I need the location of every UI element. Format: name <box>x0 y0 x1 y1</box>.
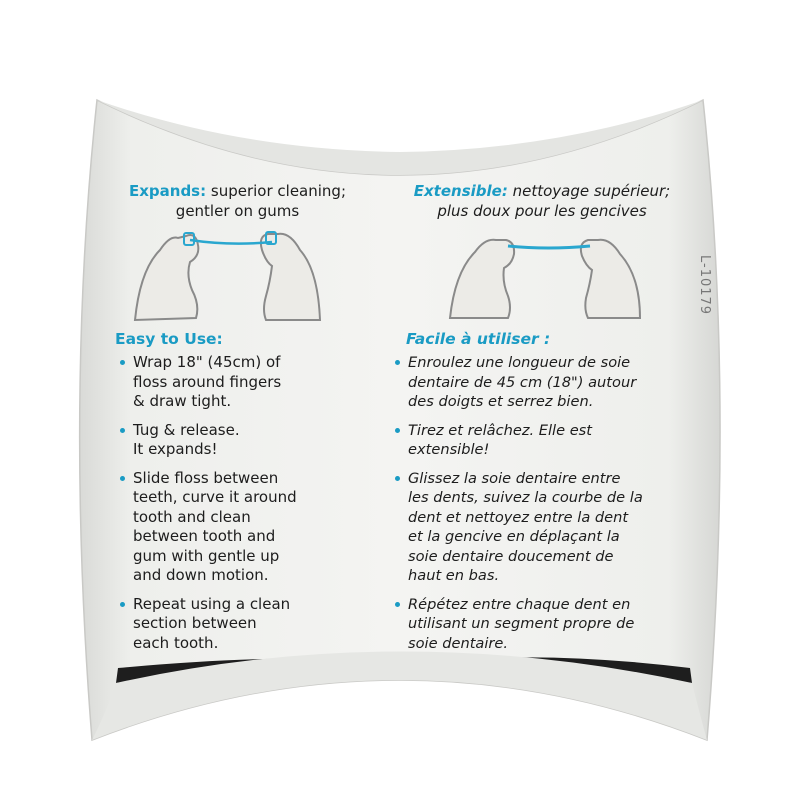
step-text-line: extensible! <box>408 441 490 458</box>
step-text-line: soie dentaire doucement de <box>408 547 614 565</box>
step-text-line: tooth and clean <box>133 507 251 526</box>
bullet-icon <box>120 360 125 365</box>
step-text-line: dentaire de 45 cm (18") autour <box>408 373 637 391</box>
extensible-label: Extensible: <box>413 182 508 200</box>
step-text-line: Glissez la soie dentaire entre <box>408 469 621 487</box>
expands-text-2: gentler on gums <box>175 202 300 220</box>
step-text-line: Enroulez une longueur de soie <box>408 354 631 371</box>
step-text-line: utilisant un segment propre de <box>408 615 635 632</box>
step-text-line: Répétez entre chaque dent en <box>408 595 631 613</box>
step-text-line: Tirez et relâchez. Elle est <box>408 421 593 439</box>
easy-to-use-title: Easy to Use: <box>115 330 223 348</box>
step-text-line: section between <box>133 614 257 632</box>
extensible-text-2: plus doux pour les gencives <box>437 202 647 220</box>
expands-label: Expands: <box>128 182 207 200</box>
bullet-icon <box>395 428 400 433</box>
step-text-line: teeth, curve it around <box>133 488 297 506</box>
step-text-line: floss around fingers <box>133 372 282 391</box>
step-item <box>119 353 359 412</box>
bullet-icon <box>395 476 400 481</box>
step-text-line: Wrap 18" (45cm) of <box>133 353 281 371</box>
step-item <box>119 421 359 460</box>
extensible-line <box>392 182 692 201</box>
step-text-line: dent et nettoyez entre la dent <box>408 508 629 526</box>
step-text-line: soie dentaire. <box>408 634 509 652</box>
step-item <box>394 469 692 586</box>
bullet-icon <box>395 360 400 365</box>
step-item <box>119 595 359 654</box>
step-text-line: & draw tight. <box>133 392 232 410</box>
step-text-line: les dents, suivez la courbe de la <box>408 489 643 506</box>
expands-line <box>115 182 360 201</box>
step-item <box>394 353 692 412</box>
bullet-icon <box>120 602 125 607</box>
product-code: L-10179 <box>697 255 712 316</box>
step-text-line: It expands! <box>133 440 218 458</box>
extensible-text-1: nettoyage supérieur; <box>512 182 671 200</box>
step-item <box>394 595 692 654</box>
steps-list <box>119 353 359 662</box>
step-text-line: des doigts et serrez bien. <box>408 393 594 410</box>
step-text-line: et la gencive en déplaçant la <box>408 528 620 545</box>
step-text-line: between tooth and <box>133 527 276 545</box>
step-text-line: Tug & release. <box>133 420 240 439</box>
step-text-line: Slide floss between <box>133 468 279 487</box>
expands-text-1: superior cleaning; <box>210 182 347 200</box>
step-item <box>119 469 359 586</box>
etapes-list <box>394 353 692 662</box>
step-text-line: and down motion. <box>133 566 269 584</box>
bullet-icon <box>395 602 400 607</box>
step-text-line: haut en bas. <box>408 567 500 584</box>
bullet-icon <box>120 476 125 481</box>
step-text-line: gum with gentle up <box>133 546 280 565</box>
step-item <box>394 421 692 460</box>
facile-title: Facile à utiliser : <box>406 330 551 348</box>
step-text-line: Repeat using a clean <box>133 594 291 613</box>
step-text-line: each tooth. <box>133 633 219 652</box>
bullet-icon <box>120 428 125 433</box>
